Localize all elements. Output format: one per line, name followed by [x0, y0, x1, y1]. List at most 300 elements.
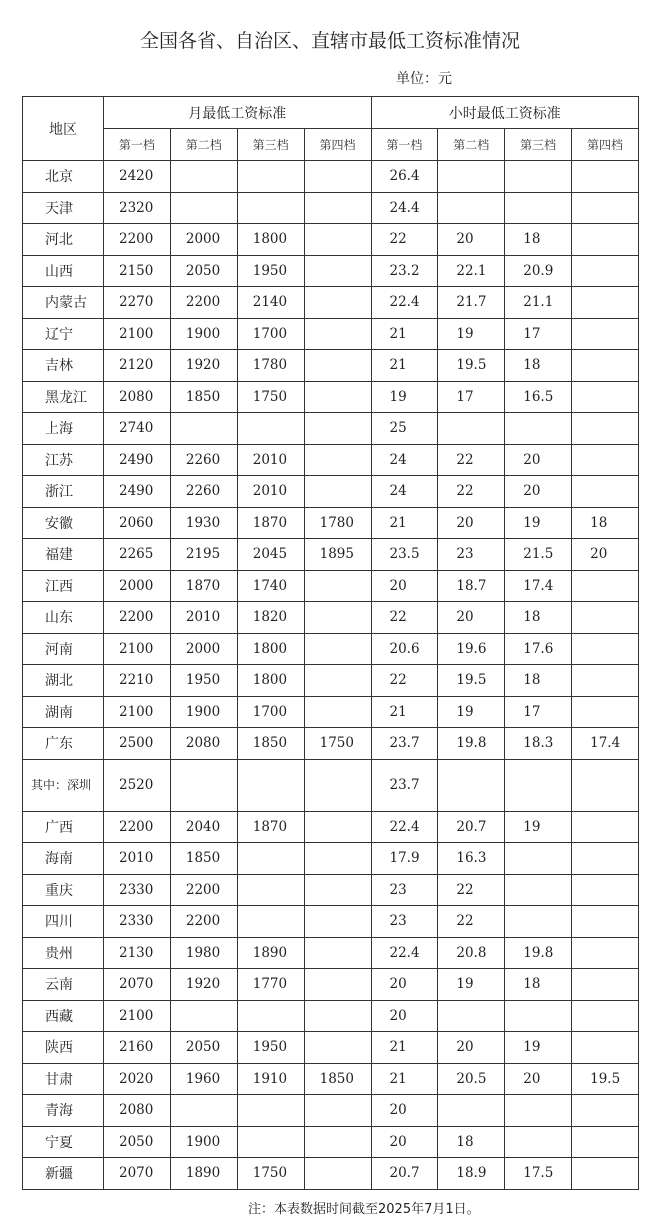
hourly-tier-2-cell: 19.8: [438, 728, 505, 760]
monthly-tier-4-cell: 1780: [304, 507, 371, 539]
monthly-tier-3-cell: [237, 161, 304, 193]
hourly-tier-3-cell: [505, 906, 572, 938]
hourly-tier-4-cell: [572, 906, 639, 938]
monthly-tier-3-cell: 1910: [237, 1063, 304, 1095]
region-cell: 安徽: [23, 507, 104, 539]
monthly-tier-2-cell: 1950: [170, 665, 237, 697]
hourly-tier-4-cell: [572, 287, 639, 319]
monthly-tier-3-cell: 1850: [237, 728, 304, 760]
monthly-tier-4-cell: [304, 874, 371, 906]
monthly-tier-2-cell: 1960: [170, 1063, 237, 1095]
hourly-tier-1-cell: 22: [371, 602, 438, 634]
table-row: [23, 759, 639, 811]
monthly-tier-3-cell: 1870: [237, 507, 304, 539]
hourly-tier-1-cell: 24: [371, 476, 438, 508]
monthly-tier-3-cell: [237, 1095, 304, 1127]
monthly-tier-2-cell: [170, 1000, 237, 1032]
header-hourly: 小时最低工资标准: [371, 97, 639, 129]
table-row: [23, 161, 639, 193]
hourly-tier-4-cell: [572, 1095, 639, 1127]
table-row: [23, 255, 639, 287]
monthly-tier-2-cell: 1890: [170, 1158, 237, 1190]
hourly-tier-2-cell: 22: [438, 444, 505, 476]
hourly-tier-3-cell: 17.6: [505, 633, 572, 665]
monthly-tier-1-cell: 2100: [104, 318, 171, 350]
hourly-tier-3-cell: 17.5: [505, 1158, 572, 1190]
hourly-tier-4-cell: [572, 811, 639, 843]
hourly-tier-3-cell: 19.8: [505, 937, 572, 969]
hourly-tier-1-cell: 24.4: [371, 192, 438, 224]
monthly-tier-4-cell: [304, 318, 371, 350]
monthly-tier-3-cell: [237, 843, 304, 875]
table-row: [23, 350, 639, 382]
monthly-tier-1-cell: 2070: [104, 1158, 171, 1190]
region-cell: 湖南: [23, 696, 104, 728]
hourly-tier-4-cell: [572, 350, 639, 382]
hourly-tier-3-cell: 20: [505, 444, 572, 476]
hourly-tier-2-cell: 20: [438, 602, 505, 634]
hourly-tier-3-cell: 18: [505, 602, 572, 634]
hourly-tier-1-cell: 21: [371, 1032, 438, 1064]
hourly-tier-3-cell: 18: [505, 665, 572, 697]
monthly-tier-3-cell: 1950: [237, 255, 304, 287]
monthly-tier-3-cell: 1740: [237, 570, 304, 602]
table-row: [23, 1032, 639, 1064]
monthly-tier-3-cell: 2045: [237, 539, 304, 571]
monthly-tier-4-cell: [304, 969, 371, 1001]
hourly-tier-1-cell: 21: [371, 696, 438, 728]
hourly-tier-1-cell: 23.7: [371, 759, 438, 811]
table-row: [23, 1000, 639, 1032]
monthly-tier-4-cell: [304, 696, 371, 728]
region-cell: 其中：深圳: [23, 759, 104, 811]
region-cell: 浙江: [23, 476, 104, 508]
monthly-tier-1-cell: 2080: [104, 381, 171, 413]
hourly-tier-4-cell: [572, 318, 639, 350]
table-row: [23, 969, 639, 1001]
monthly-tier-3-cell: 1750: [237, 381, 304, 413]
hourly-tier-3-cell: 18.3: [505, 728, 572, 760]
monthly-tier-4-cell: [304, 413, 371, 445]
hourly-tier-2-cell: 18.7: [438, 570, 505, 602]
region-cell: 江西: [23, 570, 104, 602]
hourly-tier-4-cell: 18: [572, 507, 639, 539]
hourly-tier-1-cell: 22.4: [371, 937, 438, 969]
region-cell: 宁夏: [23, 1126, 104, 1158]
header-hourly-tier-4: 第四档: [572, 129, 639, 161]
hourly-tier-2-cell: 21.7: [438, 287, 505, 319]
hourly-tier-4-cell: [572, 1126, 639, 1158]
monthly-tier-1-cell: 2330: [104, 874, 171, 906]
hourly-tier-1-cell: 20: [371, 570, 438, 602]
hourly-tier-2-cell: [438, 413, 505, 445]
hourly-tier-1-cell: 20: [371, 1095, 438, 1127]
hourly-tier-1-cell: 21: [371, 1063, 438, 1095]
monthly-tier-1-cell: 2330: [104, 906, 171, 938]
monthly-tier-3-cell: [237, 759, 304, 811]
hourly-tier-4-cell: [572, 843, 639, 875]
hourly-tier-3-cell: 20: [505, 1063, 572, 1095]
hourly-tier-4-cell: [572, 381, 639, 413]
hourly-tier-4-cell: 19.5: [572, 1063, 639, 1095]
monthly-tier-1-cell: 2100: [104, 696, 171, 728]
hourly-tier-3-cell: 18: [505, 969, 572, 1001]
hourly-tier-4-cell: [572, 633, 639, 665]
hourly-tier-4-cell: 20: [572, 539, 639, 571]
hourly-tier-1-cell: 22: [371, 224, 438, 256]
monthly-tier-2-cell: 2010: [170, 602, 237, 634]
monthly-tier-3-cell: 1700: [237, 318, 304, 350]
hourly-tier-4-cell: [572, 665, 639, 697]
monthly-tier-4-cell: [304, 444, 371, 476]
monthly-tier-2-cell: 2000: [170, 633, 237, 665]
table-row: [23, 1063, 639, 1095]
hourly-tier-2-cell: 16.3: [438, 843, 505, 875]
monthly-tier-3-cell: 1890: [237, 937, 304, 969]
monthly-tier-3-cell: 1800: [237, 665, 304, 697]
monthly-tier-3-cell: 1820: [237, 602, 304, 634]
table-row: [23, 874, 639, 906]
hourly-tier-2-cell: 22: [438, 874, 505, 906]
hourly-tier-1-cell: 21: [371, 507, 438, 539]
hourly-tier-2-cell: 19: [438, 696, 505, 728]
hourly-tier-2-cell: 19.6: [438, 633, 505, 665]
monthly-tier-2-cell: 2195: [170, 539, 237, 571]
region-cell: 山西: [23, 255, 104, 287]
hourly-tier-1-cell: 22.4: [371, 287, 438, 319]
hourly-tier-3-cell: [505, 1000, 572, 1032]
monthly-tier-1-cell: 2210: [104, 665, 171, 697]
monthly-tier-2-cell: 2040: [170, 811, 237, 843]
monthly-tier-1-cell: 2070: [104, 969, 171, 1001]
hourly-tier-3-cell: 21.5: [505, 539, 572, 571]
monthly-tier-1-cell: 2080: [104, 1095, 171, 1127]
region-cell: 河北: [23, 224, 104, 256]
header-hourly-tier-3: 第三档: [505, 129, 572, 161]
hourly-tier-3-cell: 19: [505, 811, 572, 843]
hourly-tier-2-cell: 23: [438, 539, 505, 571]
monthly-tier-4-cell: [304, 811, 371, 843]
monthly-tier-2-cell: 2000: [170, 224, 237, 256]
hourly-tier-2-cell: 18: [438, 1126, 505, 1158]
hourly-tier-4-cell: [572, 874, 639, 906]
monthly-tier-2-cell: [170, 161, 237, 193]
monthly-tier-2-cell: 2050: [170, 255, 237, 287]
monthly-tier-1-cell: 2060: [104, 507, 171, 539]
monthly-tier-1-cell: 2270: [104, 287, 171, 319]
hourly-tier-2-cell: 20.5: [438, 1063, 505, 1095]
hourly-tier-2-cell: 19: [438, 318, 505, 350]
monthly-tier-1-cell: 2420: [104, 161, 171, 193]
monthly-tier-2-cell: 1920: [170, 969, 237, 1001]
monthly-tier-1-cell: 2200: [104, 224, 171, 256]
monthly-tier-3-cell: [237, 192, 304, 224]
monthly-tier-2-cell: 2200: [170, 906, 237, 938]
monthly-tier-3-cell: 1700: [237, 696, 304, 728]
table-row: [23, 444, 639, 476]
header-hourly-tier-1: 第一档: [371, 129, 438, 161]
monthly-tier-1-cell: 2050: [104, 1126, 171, 1158]
monthly-tier-3-cell: 1950: [237, 1032, 304, 1064]
monthly-tier-4-cell: [304, 192, 371, 224]
hourly-tier-4-cell: [572, 969, 639, 1001]
monthly-tier-1-cell: 2120: [104, 350, 171, 382]
hourly-tier-4-cell: [572, 192, 639, 224]
hourly-tier-3-cell: [505, 413, 572, 445]
monthly-tier-1-cell: 2490: [104, 444, 171, 476]
region-cell: 贵州: [23, 937, 104, 969]
monthly-tier-4-cell: 1750: [304, 728, 371, 760]
hourly-tier-4-cell: [572, 696, 639, 728]
hourly-tier-4-cell: [572, 413, 639, 445]
hourly-tier-3-cell: 17.4: [505, 570, 572, 602]
region-cell: 甘肃: [23, 1063, 104, 1095]
monthly-tier-2-cell: 2050: [170, 1032, 237, 1064]
table-row: [23, 224, 639, 256]
monthly-tier-1-cell: 2320: [104, 192, 171, 224]
monthly-tier-1-cell: 2100: [104, 1000, 171, 1032]
hourly-tier-4-cell: [572, 161, 639, 193]
header-monthly-tier-3: 第三档: [237, 129, 304, 161]
hourly-tier-3-cell: 16.5: [505, 381, 572, 413]
monthly-tier-2-cell: 1870: [170, 570, 237, 602]
hourly-tier-4-cell: [572, 570, 639, 602]
monthly-tier-1-cell: 2000: [104, 570, 171, 602]
region-cell: 湖北: [23, 665, 104, 697]
page-title: 全国各省、自治区、直辖市最低工资标准情况: [139, 30, 520, 52]
monthly-tier-1-cell: 2100: [104, 633, 171, 665]
region-cell: 广西: [23, 811, 104, 843]
monthly-tier-2-cell: [170, 192, 237, 224]
hourly-tier-4-cell: [572, 759, 639, 811]
hourly-tier-3-cell: [505, 1095, 572, 1127]
table-row: [23, 843, 639, 875]
hourly-tier-2-cell: 17: [438, 381, 505, 413]
table-row: [23, 665, 639, 697]
hourly-tier-2-cell: 18.9: [438, 1158, 505, 1190]
monthly-tier-1-cell: 2265: [104, 539, 171, 571]
hourly-tier-1-cell: 20.6: [371, 633, 438, 665]
monthly-tier-1-cell: 2150: [104, 255, 171, 287]
monthly-tier-4-cell: [304, 906, 371, 938]
hourly-tier-2-cell: [438, 192, 505, 224]
hourly-tier-3-cell: 20.9: [505, 255, 572, 287]
hourly-tier-3-cell: [505, 843, 572, 875]
hourly-tier-4-cell: [572, 476, 639, 508]
hourly-tier-3-cell: 19: [505, 1032, 572, 1064]
monthly-tier-4-cell: [304, 1000, 371, 1032]
table-row: [23, 602, 639, 634]
hourly-tier-1-cell: 23: [371, 874, 438, 906]
monthly-tier-2-cell: 2260: [170, 444, 237, 476]
unit-label: 单位：元: [396, 71, 452, 87]
monthly-tier-2-cell: 1900: [170, 1126, 237, 1158]
monthly-tier-2-cell: 1900: [170, 696, 237, 728]
hourly-tier-1-cell: 20.7: [371, 1158, 438, 1190]
hourly-tier-2-cell: 22: [438, 476, 505, 508]
hourly-tier-1-cell: 20: [371, 1126, 438, 1158]
header-monthly-tier-1: 第一档: [104, 129, 171, 161]
monthly-tier-1-cell: 2500: [104, 728, 171, 760]
region-cell: 内蒙古: [23, 287, 104, 319]
monthly-tier-1-cell: 2520: [104, 759, 171, 811]
hourly-tier-3-cell: 18: [505, 350, 572, 382]
monthly-tier-2-cell: 2260: [170, 476, 237, 508]
monthly-tier-3-cell: [237, 413, 304, 445]
hourly-tier-2-cell: [438, 161, 505, 193]
hourly-tier-1-cell: 24: [371, 444, 438, 476]
monthly-tier-1-cell: 2010: [104, 843, 171, 875]
table-row: [23, 937, 639, 969]
hourly-tier-3-cell: 17: [505, 696, 572, 728]
monthly-tier-2-cell: [170, 759, 237, 811]
monthly-tier-4-cell: [304, 350, 371, 382]
hourly-tier-1-cell: 17.9: [371, 843, 438, 875]
hourly-tier-3-cell: [505, 192, 572, 224]
region-cell: 黑龙江: [23, 381, 104, 413]
table-row: [23, 318, 639, 350]
table-row: [23, 539, 639, 571]
footnote: 注：本表数据时间截至2025年7月1日。: [248, 1202, 480, 1217]
hourly-tier-4-cell: 17.4: [572, 728, 639, 760]
hourly-tier-3-cell: [505, 874, 572, 906]
monthly-tier-2-cell: 1850: [170, 843, 237, 875]
monthly-tier-2-cell: 1930: [170, 507, 237, 539]
table-row: [23, 728, 639, 760]
table-body: [23, 161, 639, 1190]
monthly-tier-4-cell: [304, 843, 371, 875]
hourly-tier-2-cell: 19.5: [438, 350, 505, 382]
monthly-tier-2-cell: 1900: [170, 318, 237, 350]
hourly-tier-1-cell: 22.4: [371, 811, 438, 843]
hourly-tier-4-cell: [572, 1032, 639, 1064]
hourly-tier-4-cell: [572, 255, 639, 287]
region-cell: 辽宁: [23, 318, 104, 350]
header-monthly: 月最低工资标准: [104, 97, 372, 129]
hourly-tier-1-cell: 23.2: [371, 255, 438, 287]
monthly-tier-2-cell: 2200: [170, 287, 237, 319]
hourly-tier-2-cell: [438, 759, 505, 811]
monthly-tier-3-cell: [237, 906, 304, 938]
hourly-tier-1-cell: 23.5: [371, 539, 438, 571]
monthly-tier-4-cell: [304, 1158, 371, 1190]
monthly-tier-2-cell: [170, 1095, 237, 1127]
monthly-tier-2-cell: 1850: [170, 381, 237, 413]
monthly-tier-3-cell: 2010: [237, 444, 304, 476]
monthly-tier-4-cell: [304, 381, 371, 413]
monthly-tier-2-cell: 1980: [170, 937, 237, 969]
region-cell: 陕西: [23, 1032, 104, 1064]
table-row: [23, 413, 639, 445]
hourly-tier-3-cell: [505, 161, 572, 193]
region-cell: 吉林: [23, 350, 104, 382]
table-row: [23, 1126, 639, 1158]
table-row: [23, 381, 639, 413]
table-row: [23, 633, 639, 665]
min-wage-table: [22, 96, 639, 1190]
region-cell: 西藏: [23, 1000, 104, 1032]
monthly-tier-4-cell: [304, 255, 371, 287]
monthly-tier-4-cell: [304, 161, 371, 193]
hourly-tier-2-cell: 19.5: [438, 665, 505, 697]
monthly-tier-4-cell: [304, 1126, 371, 1158]
hourly-tier-1-cell: 21: [371, 350, 438, 382]
hourly-tier-4-cell: [572, 1000, 639, 1032]
hourly-tier-2-cell: 20.8: [438, 937, 505, 969]
hourly-tier-1-cell: 23: [371, 906, 438, 938]
hourly-tier-2-cell: 20: [438, 1032, 505, 1064]
hourly-tier-2-cell: 22: [438, 906, 505, 938]
monthly-tier-3-cell: 2140: [237, 287, 304, 319]
monthly-tier-2-cell: [170, 413, 237, 445]
hourly-tier-3-cell: 17: [505, 318, 572, 350]
monthly-tier-1-cell: 2490: [104, 476, 171, 508]
monthly-tier-2-cell: 2080: [170, 728, 237, 760]
monthly-tier-1-cell: 2160: [104, 1032, 171, 1064]
monthly-tier-3-cell: 1750: [237, 1158, 304, 1190]
hourly-tier-2-cell: 20.7: [438, 811, 505, 843]
table-row: [23, 1158, 639, 1190]
hourly-tier-1-cell: 26.4: [371, 161, 438, 193]
hourly-tier-1-cell: 23.7: [371, 728, 438, 760]
region-cell: 天津: [23, 192, 104, 224]
region-cell: 云南: [23, 969, 104, 1001]
monthly-tier-4-cell: [304, 665, 371, 697]
region-cell: 北京: [23, 161, 104, 193]
hourly-tier-4-cell: [572, 1158, 639, 1190]
hourly-tier-3-cell: [505, 759, 572, 811]
hourly-tier-4-cell: [572, 937, 639, 969]
region-cell: 福建: [23, 539, 104, 571]
hourly-tier-3-cell: 21.1: [505, 287, 572, 319]
monthly-tier-4-cell: [304, 570, 371, 602]
region-cell: 山东: [23, 602, 104, 634]
hourly-tier-2-cell: [438, 1095, 505, 1127]
monthly-tier-4-cell: [304, 476, 371, 508]
hourly-tier-1-cell: 21: [371, 318, 438, 350]
monthly-tier-2-cell: 2200: [170, 874, 237, 906]
monthly-tier-4-cell: [304, 1032, 371, 1064]
hourly-tier-3-cell: 18: [505, 224, 572, 256]
header-monthly-tier-2: 第二档: [170, 129, 237, 161]
region-cell: 江苏: [23, 444, 104, 476]
hourly-tier-4-cell: [572, 444, 639, 476]
hourly-tier-1-cell: 22: [371, 665, 438, 697]
hourly-tier-3-cell: 20: [505, 476, 572, 508]
hourly-tier-2-cell: 20: [438, 224, 505, 256]
hourly-tier-2-cell: [438, 1000, 505, 1032]
region-cell: 四川: [23, 906, 104, 938]
hourly-tier-1-cell: 19: [371, 381, 438, 413]
header-hourly-tier-2: 第二档: [438, 129, 505, 161]
region-cell: 新疆: [23, 1158, 104, 1190]
table-row: [23, 811, 639, 843]
monthly-tier-3-cell: 1780: [237, 350, 304, 382]
hourly-tier-4-cell: [572, 602, 639, 634]
monthly-tier-1-cell: 2200: [104, 811, 171, 843]
region-cell: 海南: [23, 843, 104, 875]
monthly-tier-3-cell: [237, 874, 304, 906]
region-cell: 广东: [23, 728, 104, 760]
table-row: [23, 696, 639, 728]
header-region: 地区: [23, 97, 104, 161]
hourly-tier-1-cell: 20: [371, 1000, 438, 1032]
hourly-tier-2-cell: 20: [438, 507, 505, 539]
monthly-tier-3-cell: 1870: [237, 811, 304, 843]
monthly-tier-4-cell: [304, 633, 371, 665]
monthly-tier-3-cell: [237, 1000, 304, 1032]
region-cell: 青海: [23, 1095, 104, 1127]
